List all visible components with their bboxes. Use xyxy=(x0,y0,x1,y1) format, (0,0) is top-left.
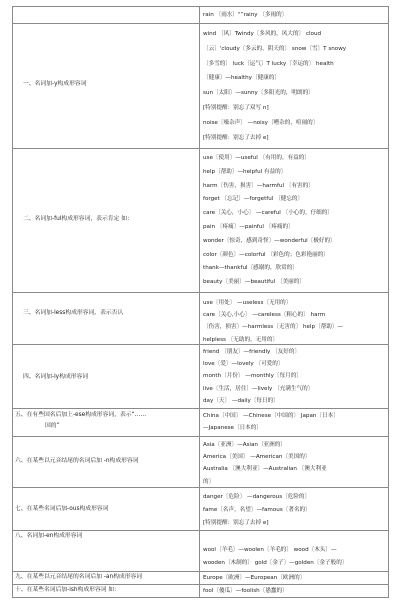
example-line: day〔天〕 —daily〔每日的〕 xyxy=(203,397,279,404)
category-cell xyxy=(12,345,200,408)
example-line: care〔关心,小心〕 —careless〔粗心的〕 harm xyxy=(203,312,326,319)
example-line: 〔云〕'cloudy〔多云的，阴天的〕 snow〔雪〕T snowy xyxy=(203,45,347,52)
category-cell xyxy=(12,572,200,584)
example-line: care〔关心，小心〕 —careful 〔小心的，仔细的〕 xyxy=(203,210,333,217)
category-cell xyxy=(12,585,200,597)
table-row xyxy=(12,23,389,148)
table-row xyxy=(12,436,389,487)
example-line: —Japanese〔日本的〕 xyxy=(203,424,262,431)
example-line: [特别提醒：别忘了去掉 e] xyxy=(203,134,269,141)
example-line: 〔多雪的〕 luck〔运气〕T lucky〔幸运的〕 health xyxy=(203,60,334,67)
category-label: 六、在某些以元音结尾的名词后加 -n构成形容词 xyxy=(15,458,139,464)
category-cell xyxy=(12,488,200,530)
example-line: wooden〔木制的〕 gold〔金子〕—golden〔金子般的〕 xyxy=(203,560,348,566)
category-label: 七、在某些名词后加-ous构成形容词 xyxy=(15,506,109,512)
example-line: [特别提醒：别忘了双写 n] xyxy=(203,104,269,111)
category-label: 十、在某些名词后加-ish构成形容词 如： xyxy=(15,587,120,593)
category-cell xyxy=(12,409,200,436)
examples-cell xyxy=(200,488,389,530)
category-cell xyxy=(12,24,200,148)
example-line: harm〔伤害，损害〕—harmful 〔有害的〕 xyxy=(203,182,314,189)
example-line: beauty〔美丽〕—beautiful 〔美丽的〕 xyxy=(203,279,305,286)
example-line: use〔用处〕 —useless〔无用的〕 xyxy=(203,300,292,306)
grammar-table xyxy=(12,6,389,602)
example-line: 〔伤害，损害〕—harmless〔无害的〕 help〔帮助〕— xyxy=(203,324,344,331)
table-row xyxy=(12,408,389,436)
table-row xyxy=(12,344,389,408)
table-row xyxy=(12,148,389,292)
table-row xyxy=(12,530,389,571)
example-line: fool〔傻瓜〕—foolish〔愚蠢的〕 xyxy=(203,588,288,594)
example-line: thank—thankful〔感谢的，欣赏的〕 xyxy=(203,265,298,272)
examples-cell xyxy=(200,531,389,571)
example-line: use〔使用〕—useful 〔有用的，有益的〕 xyxy=(203,155,310,161)
example-line: danger〔危险〕 —dangerous〔危险的〕 xyxy=(203,494,311,500)
example-line: month〔月份〕 —monthly〔每月的〕 xyxy=(203,373,302,380)
category-label: 三、名词加-less构成形容词，表示否认 xyxy=(23,310,124,316)
table-row xyxy=(12,6,389,23)
examples-cell xyxy=(200,345,389,408)
category-label: 一、名词加-y构成形容词 xyxy=(23,81,87,87)
category-cell xyxy=(12,7,200,23)
example-line: Europe〔欧洲〕—European〔欧洲的〕 xyxy=(203,575,306,581)
example-line: wonder〔惊奇，感到奇怪〕—wonderful〔极好的〕 xyxy=(203,237,336,244)
examples-cell xyxy=(200,149,389,292)
table-row xyxy=(12,571,389,584)
category-label-continued: 国的” xyxy=(45,423,60,429)
example-line: China〔中国〕 —Chinese〔中国的〕 Japan〔日本〕 xyxy=(203,413,339,419)
example-line: America〔美国〕 —American〔美国的〕 xyxy=(203,454,311,461)
example-line: Asia〔亚洲〕—Asian〔亚洲的〕 xyxy=(203,442,286,448)
example-line: sun〔太阳〕—sunny〔多阳光的，明朗的〕 xyxy=(203,90,314,97)
category-cell xyxy=(12,437,200,487)
examples-cell xyxy=(200,24,389,148)
example-line: help〔帮助〕—helpful 有益的〕 xyxy=(203,168,287,175)
table-row xyxy=(12,584,389,598)
example-line: [特别提醒：别忘了去掉 e] xyxy=(203,520,269,526)
example-line: forget 〔忘记〕—forgetful 〔健忘的〕 xyxy=(203,196,304,203)
example-line: wind 〔风〕Twindy〔多风的，风大的〕 cloud xyxy=(203,31,322,37)
examples-cell xyxy=(200,409,389,436)
category-label: 八、名词加-en构成形容词 xyxy=(15,533,83,539)
example-line: pain 〔疼痛〕—painful 〔疼痛的〕 xyxy=(203,223,294,230)
examples-cell xyxy=(200,572,389,584)
category-label: 四、名词加-ly构成形容词 xyxy=(23,374,89,380)
examples-cell xyxy=(200,585,389,597)
example-line: live〔生活，居住〕—lively 〔充满生气的〕 xyxy=(203,385,314,392)
example-line: friend 〔朋友〕—friendly 〔友好的〕 xyxy=(203,349,301,355)
example-line: Australia 〔澳大利亚〕—Australian 〔澳大利亚 xyxy=(203,466,327,473)
examples-cell xyxy=(200,293,389,344)
example-line: fame〔名声，名望〕—famous〔著名的〕 xyxy=(203,507,311,513)
example-line: love〔爱〕—lovely 〔可爱的〕 xyxy=(203,361,284,368)
example-line: 的〕 xyxy=(203,478,215,485)
examples-cell xyxy=(200,7,389,23)
category-cell xyxy=(12,531,200,571)
example-line: noise〔噪杂声〕 —noisy〔嘈杂的，喧闹的〕 xyxy=(203,119,319,126)
table-row xyxy=(12,292,389,344)
category-label: 二、名词加-ful构成形容词，表示肯定 如： xyxy=(23,216,133,222)
examples-cell xyxy=(200,437,389,487)
example-line: rain 〔雨水〕"“rainy 〔多雨的〕 xyxy=(203,12,288,18)
example-line: helpless 〔无助的，无用的〕 xyxy=(203,336,279,343)
category-label: 五、在有些国名后加上-ese构成形容词，表示“…… xyxy=(15,412,147,418)
example-line: color〔颜色〕—colorful 〔彩色的；色彩艳丽的〕 xyxy=(203,251,329,258)
category-cell xyxy=(12,293,200,344)
category-cell xyxy=(12,149,200,292)
example-line: 〔健康〕—healthy〔健康的〕 xyxy=(203,75,280,82)
category-label: 九、在某些以元音结尾的名词后加 -an构成形容词 xyxy=(15,574,143,580)
example-line: wool〔羊毛〕—woolen〔羊毛的〕 wood〔木头〕— xyxy=(203,547,337,553)
table-row xyxy=(12,487,389,530)
